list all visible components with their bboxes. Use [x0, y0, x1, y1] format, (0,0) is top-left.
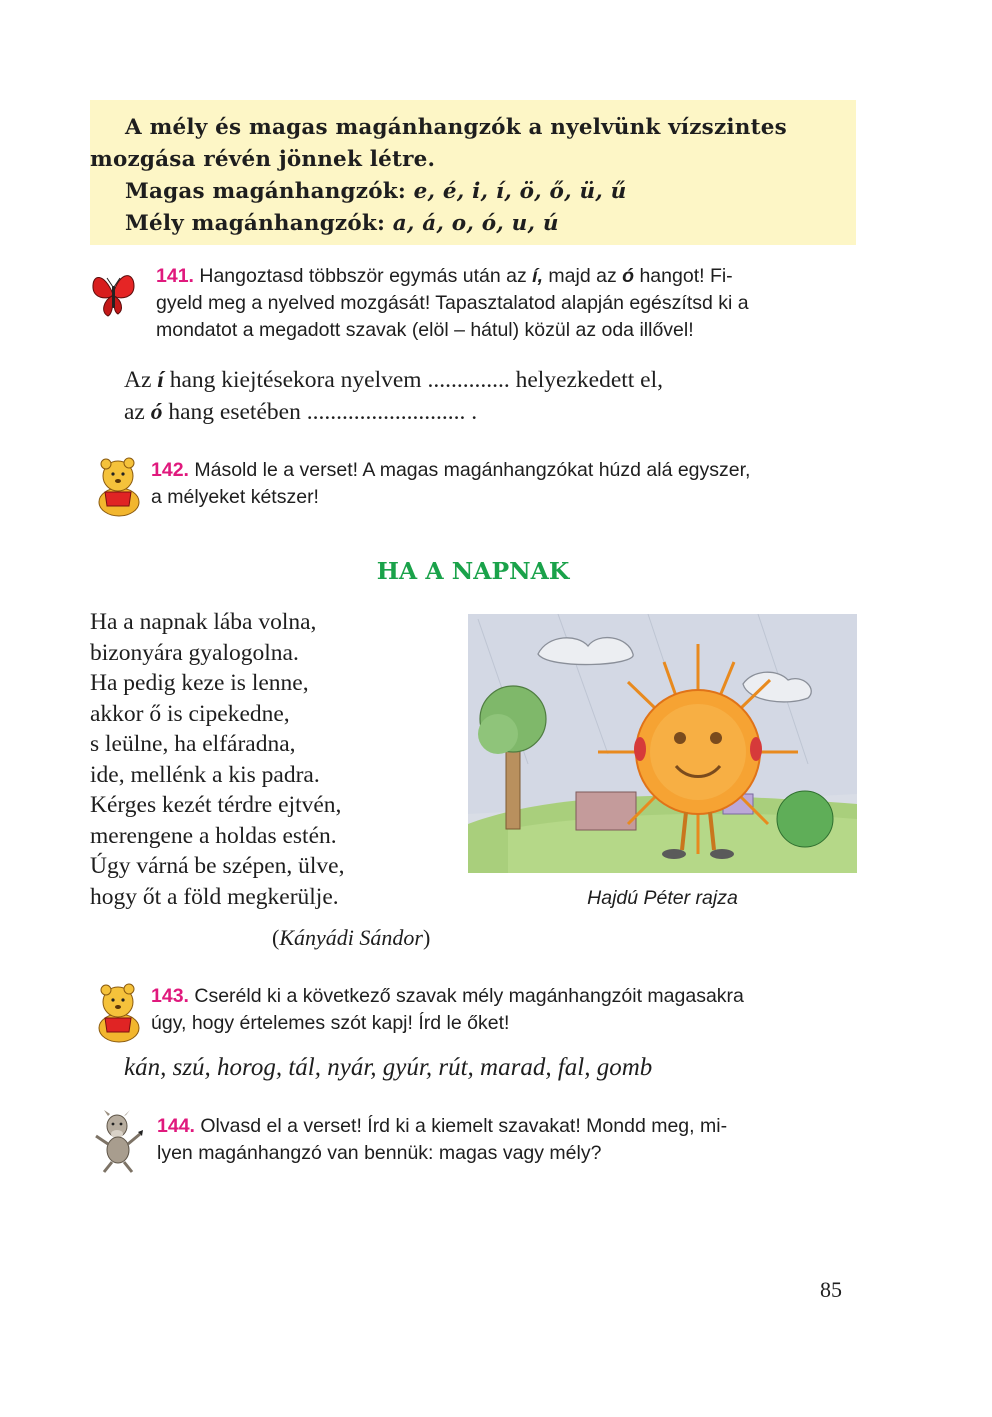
fill-line-1b: hang kiejtésekora nyelvem .............. helyezkedett el,	[163, 367, 664, 393]
author-open-paren: (	[272, 925, 280, 950]
task-143-text	[151, 983, 744, 1037]
low-vowels-label: Mély magánhangzók:	[125, 211, 386, 236]
author-name: Kányádi Sándor	[279, 925, 423, 950]
low-vowels-list: a, á, o, ó, u, ú	[392, 211, 559, 236]
task-144-text	[157, 1113, 727, 1167]
task-144-number: 144.	[157, 1115, 195, 1137]
poem-line: hogy őt a föld megkerülje.	[90, 883, 339, 910]
fill-in-sentence	[124, 364, 663, 428]
poem-line: Kérges kezét térdre ejtvén,	[90, 792, 342, 818]
task-142-number: 142.	[151, 459, 189, 481]
task-141-line-1b: majd az	[543, 265, 623, 287]
task-143-line-1: Cseréld ki a következő szavak mély magánhangzóit magasakra	[188, 985, 744, 1007]
word-list: kán, szú, horog, tál, nyár, gyúr, rút, marad, fal, gomb	[124, 1054, 653, 1081]
author-close-paren: )	[422, 925, 431, 950]
poem-line: Úgy várná be szépen, ülve,	[90, 853, 345, 879]
task-144-line-2: lyen magánhangzó van bennük: magas vagy mély?	[157, 1142, 602, 1164]
bear-icon	[91, 456, 145, 518]
rule-high-vowels	[90, 176, 856, 208]
poem-line: Ha pedig keze is lenne,	[90, 670, 309, 696]
task-141-line-3: mondatot a megadott szavak (elöl – hátul) közül az oda illővel!	[156, 319, 694, 341]
poem-line: merengene a holdas estén.	[90, 822, 337, 849]
rule-box	[90, 100, 856, 245]
page-number: 85	[820, 1277, 842, 1302]
poem-line: bizonyára gyalogolna.	[90, 639, 299, 666]
task-142-text	[151, 457, 750, 511]
task-141-line-1a: Hangoztasd többször egymás után az	[199, 265, 533, 287]
task-143-line-2: úgy, hogy értelemes szót kapj! Írd le őket!	[151, 1012, 510, 1034]
task-142-line-2: a mélyeket kétszer!	[151, 486, 319, 508]
task-141-text	[156, 263, 749, 344]
fill-vowel-i: í	[157, 367, 164, 393]
fill-line-1a: Az	[124, 367, 158, 393]
task-141-number: 141.	[156, 265, 194, 287]
sun-drawing	[468, 614, 857, 873]
poem-text	[90, 607, 344, 912]
task-144-line-1: Olvasd el a verset! Írd ki a kiemelt szavakat! Mondd meg, mi-	[194, 1115, 728, 1137]
poem-line: akkor ő is cipekedne,	[90, 700, 290, 727]
task-141-vowel-o: ó	[622, 265, 635, 287]
task-142-line-1: Másold le a verset! A magas magánhangzókat húzd alá egyszer,	[188, 459, 751, 481]
poem-author	[272, 925, 430, 951]
poem-line: s leülne, ha elfáradna,	[90, 731, 296, 757]
task-141-line-2: gyeld meg a nyelved mozgását! Tapasztalatod alapján egészítsd ki a	[156, 292, 749, 314]
bear-icon	[91, 982, 145, 1044]
task-143-number: 143.	[151, 985, 189, 1007]
task-141-line-1c: hangot! Fi-	[634, 265, 733, 287]
butterfly-icon	[90, 266, 136, 322]
task-141-vowel-i: í,	[532, 265, 543, 287]
high-vowels-list: e, é, i, í, ö, ő, ü, ű	[413, 179, 627, 204]
poem-line: ide, mellénk a kis padra.	[90, 761, 320, 788]
high-vowels-label: Magas magánhangzók:	[125, 179, 406, 204]
drawing-caption: Hajdú Péter rajza	[587, 887, 738, 909]
fill-line-2b: hang esetében ........................... .	[162, 399, 478, 425]
donkey-icon	[90, 1110, 146, 1174]
rule-line-1: A mély és magas magánhangzók a nyelvünk vízszintes	[125, 115, 787, 140]
fill-vowel-o: ó	[150, 399, 163, 425]
rule-line-2: mozgása révén jönnek létre.	[90, 147, 436, 172]
poem-line: Ha a napnak lába volna,	[90, 609, 317, 635]
fill-line-2a: az	[124, 399, 151, 425]
rule-low-vowels	[90, 208, 856, 240]
poem-title: HA A NAPNAK	[376, 557, 570, 585]
